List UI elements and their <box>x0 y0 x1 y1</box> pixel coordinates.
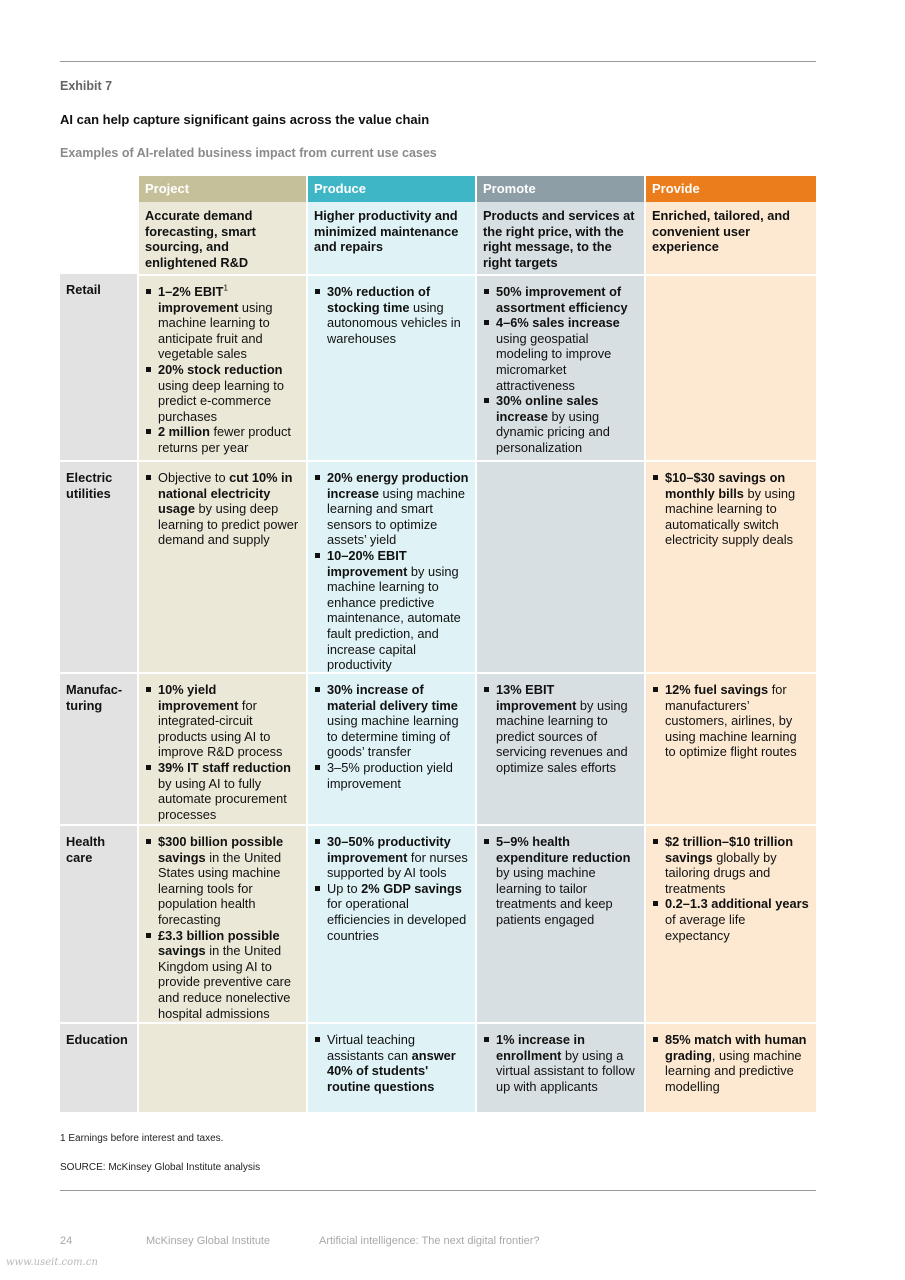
list-item <box>483 315 638 393</box>
table-cell <box>646 274 816 460</box>
table-cell <box>646 824 816 1022</box>
bullet-list <box>314 1032 469 1094</box>
text-run: 50% improvement of assortment efficiency <box>496 284 628 315</box>
table-cell <box>477 1022 644 1112</box>
list-item <box>145 928 300 1022</box>
list-item <box>652 834 810 896</box>
list-item <box>314 834 469 881</box>
value-chain-table <box>60 176 816 1112</box>
text-run: using geospatial modeling to improve micromarket attractiveness <box>496 330 612 393</box>
text-run: using deep learning to predict e-commerce purchases <box>158 377 284 424</box>
text-run: by using machine learning to tailor treatments and keep patients engaged <box>496 865 613 927</box>
table-cell <box>308 274 475 460</box>
text-run: , using machine learning and predictive modelling <box>665 1047 802 1094</box>
table-cell <box>477 824 644 1022</box>
list-item <box>145 760 300 822</box>
text-run: by using machine learning to enhance predictive maintenance, automate fault prediction, and increase capital productivity <box>327 563 461 672</box>
text-run: by using machine learning to predict sources of servicing revenues and optimize sales efforts <box>496 697 628 775</box>
text-run: 12% fuel savings <box>665 682 769 697</box>
column-header-project: Project <box>139 176 306 202</box>
text-run: 10–20% EBIT improvement <box>327 547 408 579</box>
column-header-produce: Produce <box>308 176 475 202</box>
row-header: Retail <box>60 274 137 460</box>
text-run: £3.3 billion possible savings <box>158 927 280 959</box>
table-cell <box>477 672 644 824</box>
list-item <box>483 834 638 928</box>
text-run: 30% online sales increase <box>496 393 599 424</box>
table-cell <box>477 274 644 460</box>
bullet-list <box>483 682 638 776</box>
bullet-list <box>483 284 638 456</box>
column-subheader-promote: Products and services at the right price, with the right message, to the right targets <box>477 202 644 274</box>
row-header: Education <box>60 1022 137 1112</box>
table-cell <box>308 672 475 824</box>
text-run: in the United States using machine learning tools for population health forecasting <box>158 849 282 927</box>
text-run: 30% reduction of stocking time <box>327 284 431 315</box>
text-run: 20% stock reduction <box>158 361 283 377</box>
list-item <box>145 834 300 928</box>
text-run: using machine learning to anticipate fruit and vegetable sales <box>158 299 273 362</box>
bullet-list <box>314 834 469 943</box>
exhibit-label: Exhibit 7 <box>60 79 113 93</box>
bottom-rule <box>60 1190 816 1191</box>
list-item <box>652 896 810 943</box>
bullet-list <box>652 834 810 943</box>
table-cell <box>139 460 306 672</box>
text-run: globally by tailoring drugs and treatments <box>665 849 777 896</box>
text-run: cut 10% in national electricity usage <box>158 470 293 517</box>
table-cell <box>646 672 816 824</box>
text-run: in the United Kingdom using AI to provide preventive care and reduce nonelective hospital admissions <box>158 943 292 1021</box>
text-run: for operational efficiencies in developed countries <box>327 896 467 943</box>
text-run: for nurses supported by AI tools <box>327 849 468 881</box>
bullet-list <box>314 470 469 672</box>
column-header-provide: Provide <box>646 176 816 202</box>
text-run: 5–9% health expenditure reduction <box>496 834 631 865</box>
text-run: Virtual teaching assistants can <box>327 1032 415 1063</box>
footer-organization: McKinsey Global Institute <box>146 1235 271 1247</box>
bullet-list <box>314 284 469 346</box>
text-run: by using AI to fully automate procurement processes <box>158 775 287 822</box>
text-run: 1% increase in enrollment <box>496 1032 585 1063</box>
list-item <box>145 682 300 760</box>
bullet-list <box>314 682 469 791</box>
list-item <box>314 470 469 548</box>
row-header: Health care <box>60 824 137 1022</box>
top-rule <box>60 61 816 62</box>
exhibit-title: AI can help capture significant gains across the value chain <box>60 112 430 127</box>
exhibit-subtitle: Examples of AI-related business impact from current use cases <box>60 146 437 160</box>
text-run: $10–$30 savings on monthly bills <box>665 470 786 501</box>
text-run: 30% increase of material delivery time <box>327 682 458 713</box>
list-item <box>652 470 810 548</box>
text-run: 2 million <box>158 424 210 440</box>
table-cell <box>477 460 644 672</box>
list-item <box>145 470 300 548</box>
text-run: using machine learning to determine timing of goods’ transfer <box>327 713 459 760</box>
list-item <box>145 362 300 424</box>
table-cell <box>646 460 816 672</box>
bullet-list <box>483 834 638 928</box>
text-run: 4–6% sales increase <box>496 315 620 331</box>
watermark: www.useit.com.cn <box>6 1257 98 1268</box>
bullet-list <box>652 682 810 760</box>
text-run: answer 40% of students' routine questions <box>327 1047 456 1094</box>
text-run: for manufacturers’ customers, airlines, by using machine learning to optimize flight routes <box>665 682 797 760</box>
table-cell <box>139 824 306 1022</box>
list-item <box>483 682 638 776</box>
text-run: by using a virtual assistant to follow up with applicants <box>496 1047 635 1094</box>
text-run: 85% match with human grading <box>665 1032 807 1063</box>
footnote: 1 Earnings before interest and taxes. <box>60 1133 224 1144</box>
list-item <box>145 424 300 455</box>
column-subheader-provide: Enriched, tailored, and convenient user experience <box>646 202 816 274</box>
table-cell <box>308 824 475 1022</box>
list-item <box>652 682 810 760</box>
text-run: 20% energy production increase <box>327 470 469 501</box>
list-item <box>145 284 300 362</box>
text-run: 0.2–1.3 additional years <box>665 896 809 912</box>
list-item <box>314 682 469 760</box>
table-cell <box>139 672 306 824</box>
text-run: Up to <box>327 880 362 896</box>
text-run: $300 billion possible savings <box>158 834 284 865</box>
list-item <box>483 393 638 455</box>
footer-report-title: Artificial intelligence: The next digital frontier? <box>319 1235 540 1247</box>
bullet-list <box>652 1032 810 1094</box>
text-run: 39% IT staff reduction <box>158 759 291 775</box>
list-item <box>652 1032 810 1094</box>
bullet-list <box>652 470 810 548</box>
list-item <box>483 1032 638 1094</box>
list-item <box>314 1032 469 1094</box>
table-cell <box>308 460 475 672</box>
text-run: Objective to <box>158 470 230 485</box>
text-run: fewer product returns per year <box>158 424 291 455</box>
bullet-list <box>483 1032 638 1094</box>
table-cell <box>308 1022 475 1112</box>
bullet-list <box>145 682 300 822</box>
list-item <box>314 881 469 943</box>
list-item <box>314 760 469 791</box>
text-run: of average life expectancy <box>665 911 746 943</box>
text-run: 2% GDP savings <box>361 880 462 896</box>
subheader-blank <box>60 202 137 274</box>
source-note: SOURCE: McKinsey Global Institute analysis <box>60 1162 261 1173</box>
row-header: Manufac-turing <box>60 672 137 824</box>
text-run: for integrated-circuit products using AI to improve R&D process <box>158 697 283 760</box>
text-run: using machine learning and smart sensors to optimize assets’ yield <box>327 485 466 548</box>
text-run: by using machine learning to automatically switch electricity supply deals <box>665 485 796 548</box>
text-run: 30–50% productivity improvement <box>327 834 451 865</box>
text-run: using autonomous vehicles in warehouses <box>327 299 461 346</box>
text-run: 10% yield improvement <box>158 682 239 713</box>
bullet-list <box>145 284 300 456</box>
table-cell <box>139 1022 306 1112</box>
text-run: 1 <box>223 283 228 293</box>
corner-blank <box>60 176 137 202</box>
text-run: improvement <box>158 299 239 315</box>
list-item <box>483 284 638 315</box>
column-subheader-project: Accurate demand forecasting, smart sourcing, and enlightened R&D <box>139 202 306 274</box>
text-run: 1–2% EBIT <box>158 284 224 299</box>
text-run: by using deep learning to predict power demand and supply <box>158 501 299 548</box>
text-run: by using dynamic pricing and personalization <box>496 408 610 455</box>
row-header: Electric utilities <box>60 460 137 672</box>
text-run: 3–5% production yield improvement <box>327 759 453 791</box>
bullet-list <box>145 834 300 1021</box>
table-cell <box>139 274 306 460</box>
page-number: 24 <box>60 1235 73 1247</box>
text-run: 13% EBIT improvement <box>496 682 577 713</box>
list-item <box>314 548 469 672</box>
table-cell <box>646 1022 816 1112</box>
bullet-list <box>145 470 300 548</box>
column-header-promote: Promote <box>477 176 644 202</box>
text-run: $2 trillion–$10 trillion savings <box>665 834 794 865</box>
column-subheader-produce: Higher productivity and minimized maintenance and repairs <box>308 202 475 274</box>
list-item <box>314 284 469 346</box>
